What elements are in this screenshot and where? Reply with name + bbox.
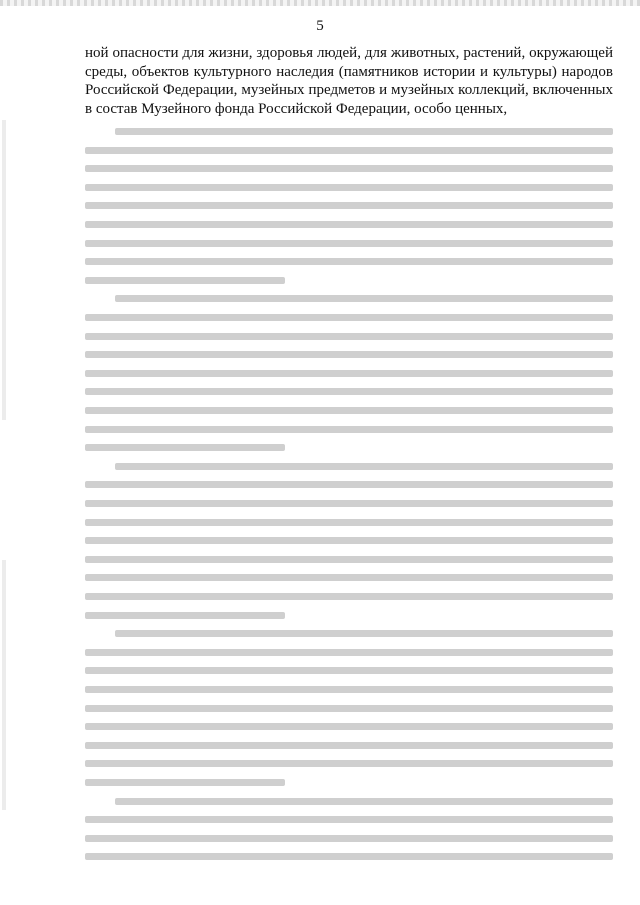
text-line-placeholder xyxy=(85,258,613,265)
text-line-placeholder xyxy=(85,221,613,228)
text-line-placeholder xyxy=(85,742,613,749)
text-line-placeholder xyxy=(85,426,613,433)
page-number: 5 xyxy=(316,18,324,34)
text-line-placeholder xyxy=(85,835,613,842)
text-line-placeholder xyxy=(85,202,613,209)
text-line-placeholder xyxy=(85,779,285,786)
text-line-placeholder xyxy=(85,686,613,693)
text-line-placeholder xyxy=(85,388,613,395)
text-line-placeholder xyxy=(85,723,613,730)
text-line-placeholder xyxy=(85,147,613,154)
text-line-placeholder xyxy=(85,556,613,563)
text-line-placeholder xyxy=(115,295,613,302)
text-line-placeholder xyxy=(85,816,613,823)
text-line-placeholder xyxy=(85,277,285,284)
text-line-placeholder xyxy=(85,705,613,712)
text-line-placeholder xyxy=(85,240,613,247)
text-line-placeholder xyxy=(85,593,613,600)
text-line-placeholder xyxy=(115,798,613,805)
text-line-placeholder xyxy=(85,407,613,414)
text-line-placeholder xyxy=(85,853,613,860)
text-line-placeholder xyxy=(115,630,613,637)
text-line-placeholder xyxy=(85,370,613,377)
text-line-placeholder xyxy=(85,333,613,340)
text-line-placeholder xyxy=(85,667,613,674)
text-line-placeholder xyxy=(85,537,613,544)
text-line-placeholder xyxy=(85,519,613,526)
text-line-placeholder xyxy=(85,351,613,358)
text-line-placeholder xyxy=(85,314,613,321)
text-line-placeholder xyxy=(85,481,613,488)
text-line-placeholder xyxy=(85,444,285,451)
text-line-placeholder xyxy=(85,500,613,507)
text-line-placeholder xyxy=(85,184,613,191)
text-line-placeholder xyxy=(115,128,613,135)
text-line-placeholder xyxy=(85,649,613,656)
scan-top-band xyxy=(0,0,640,6)
scan-left-margin-mark xyxy=(2,120,6,420)
scan-left-margin-mark-lower xyxy=(2,560,6,810)
text-line-placeholder xyxy=(85,574,613,581)
text-line-placeholder xyxy=(85,612,285,619)
text-line-placeholder xyxy=(85,760,613,767)
paragraph-excerpt: ной опасности для жизни, здоровья людей, для животных, растений, окружающей среды, объектов культурного наследия (памятников истории и культуры) народов Российской Федерации, музейных предметов и музейных коллекций, включенных в состав Музейного фонда Российской Федерации, особо ценных, xyxy=(85,45,613,117)
text-line-placeholder xyxy=(85,165,613,172)
document-page-body xyxy=(85,44,613,118)
text-line-placeholder xyxy=(115,463,613,470)
